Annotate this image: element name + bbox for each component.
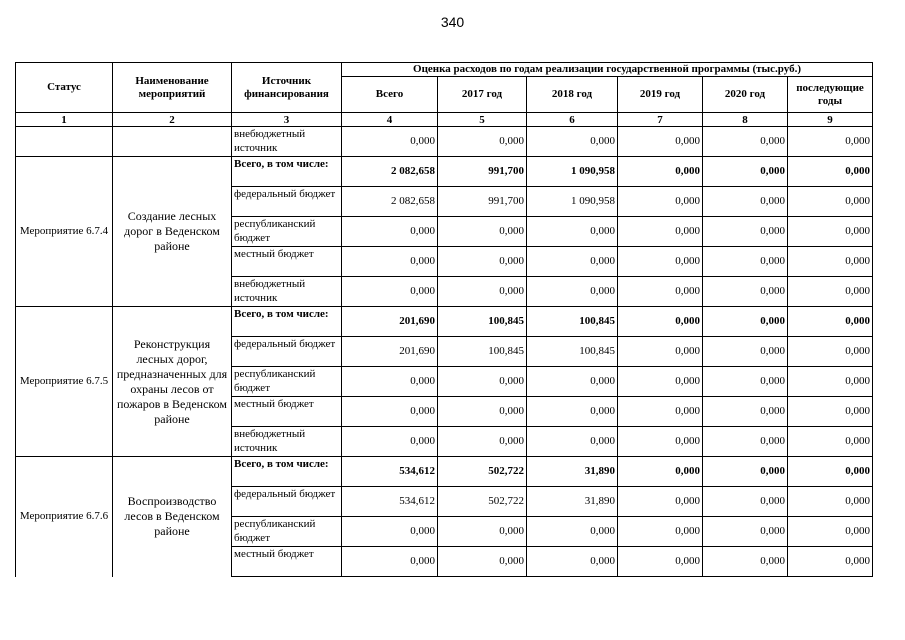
value-cell: 0,000 (438, 397, 527, 427)
value-cell: 0,000 (438, 547, 527, 577)
budget-table (15, 62, 873, 577)
value-cell: 0,000 (788, 247, 873, 277)
source-total-cell: Всего, в том числе: (232, 157, 342, 187)
value-cell: 0,000 (618, 337, 703, 367)
value-cell: 0,000 (342, 427, 438, 457)
header-estimate: Оценка расходов по годам реализации государственной программы (тыс.руб.) (342, 63, 873, 77)
value-cell: 0,000 (788, 427, 873, 457)
header-2019: 2019 год (618, 77, 703, 113)
value-cell: 0,000 (438, 367, 527, 397)
value-cell: 31,890 (527, 457, 618, 487)
value-cell: 0,000 (788, 367, 873, 397)
source-cell: внебюджетный источник (232, 127, 342, 157)
value-cell: 991,700 (438, 187, 527, 217)
value-cell: 0,000 (618, 127, 703, 157)
value-cell: 0,000 (438, 277, 527, 307)
table-row (16, 457, 873, 487)
value-cell: 100,845 (527, 337, 618, 367)
column-number: 3 (232, 113, 342, 127)
value-cell: 0,000 (342, 547, 438, 577)
value-cell: 0,000 (703, 277, 788, 307)
column-number: 7 (618, 113, 703, 127)
page-number: 340 (440, 14, 465, 30)
header-total: Всего (342, 77, 438, 113)
header-2020: 2020 год (703, 77, 788, 113)
value-cell: 0,000 (703, 217, 788, 247)
source-cell: федеральный бюджет (232, 487, 342, 517)
column-number: 5 (438, 113, 527, 127)
table-row (16, 307, 873, 337)
column-number: 9 (788, 113, 873, 127)
value-cell: 0,000 (703, 487, 788, 517)
value-cell: 1 090,958 (527, 157, 618, 187)
value-cell: 0,000 (342, 367, 438, 397)
measure-name-cell: Реконструкция лесных дорог, предназначенных для охраны лесов от пожаров в Веденском районе (113, 307, 232, 457)
header-status: Статус (16, 63, 113, 113)
value-cell: 0,000 (342, 217, 438, 247)
value-cell: 534,612 (342, 457, 438, 487)
value-cell: 0,000 (438, 217, 527, 247)
value-cell: 0,000 (618, 157, 703, 187)
value-cell: 31,890 (527, 487, 618, 517)
header-2017: 2017 год (438, 77, 527, 113)
value-cell: 0,000 (527, 397, 618, 427)
value-cell: 0,000 (788, 217, 873, 247)
column-number: 8 (703, 113, 788, 127)
value-cell: 0,000 (788, 457, 873, 487)
value-cell: 201,690 (342, 337, 438, 367)
source-cell: федеральный бюджет (232, 187, 342, 217)
measure-name-cell: Воспроизводство лесов в Веденском районе (113, 457, 232, 577)
value-cell: 0,000 (618, 427, 703, 457)
column-number: 1 (16, 113, 113, 127)
source-total-cell: Всего, в том числе: (232, 307, 342, 337)
column-number: 4 (342, 113, 438, 127)
value-cell: 100,845 (527, 307, 618, 337)
value-cell: 0,000 (342, 397, 438, 427)
value-cell: 0,000 (618, 397, 703, 427)
value-cell: 2 082,658 (342, 157, 438, 187)
source-cell: республиканский бюджет (232, 517, 342, 547)
value-cell: 534,612 (342, 487, 438, 517)
value-cell: 0,000 (618, 307, 703, 337)
value-cell: 0,000 (527, 277, 618, 307)
source-cell: внебюджетный источник (232, 277, 342, 307)
header-2018: 2018 год (527, 77, 618, 113)
value-cell: 0,000 (703, 517, 788, 547)
value-cell: 0,000 (788, 127, 873, 157)
value-cell: 0,000 (527, 217, 618, 247)
source-cell: местный бюджет (232, 397, 342, 427)
table-row (16, 157, 873, 187)
value-cell: 0,000 (618, 277, 703, 307)
value-cell: 0,000 (527, 517, 618, 547)
value-cell: 0,000 (618, 457, 703, 487)
value-cell: 0,000 (527, 247, 618, 277)
source-cell: республиканский бюджет (232, 217, 342, 247)
value-cell: 991,700 (438, 157, 527, 187)
value-cell: 502,722 (438, 487, 527, 517)
value-cell: 0,000 (703, 367, 788, 397)
name-cell-empty (113, 127, 232, 157)
value-cell: 0,000 (788, 307, 873, 337)
value-cell: 201,690 (342, 307, 438, 337)
value-cell: 502,722 (438, 457, 527, 487)
value-cell: 0,000 (788, 487, 873, 517)
source-cell: республиканский бюджет (232, 367, 342, 397)
value-cell: 0,000 (788, 277, 873, 307)
source-cell: внебюджетный источник (232, 427, 342, 457)
status-cell: Мероприятие 6.7.6 (16, 457, 113, 577)
status-cell: Мероприятие 6.7.4 (16, 157, 113, 307)
measure-name-cell: Создание лесных дорог в Веденском районе (113, 157, 232, 307)
value-cell: 0,000 (788, 547, 873, 577)
value-cell: 0,000 (788, 517, 873, 547)
value-cell: 0,000 (527, 547, 618, 577)
value-cell: 0,000 (618, 247, 703, 277)
source-cell: местный бюджет (232, 547, 342, 577)
source-total-cell: Всего, в том числе: (232, 457, 342, 487)
header-later-years: последующие годы (788, 77, 873, 113)
value-cell: 0,000 (618, 487, 703, 517)
value-cell: 0,000 (618, 187, 703, 217)
value-cell: 0,000 (703, 187, 788, 217)
table-row (16, 127, 873, 157)
value-cell: 0,000 (618, 367, 703, 397)
value-cell: 0,000 (438, 247, 527, 277)
value-cell: 0,000 (703, 127, 788, 157)
value-cell: 0,000 (618, 517, 703, 547)
value-cell: 0,000 (618, 217, 703, 247)
value-cell: 0,000 (703, 157, 788, 187)
value-cell: 100,845 (438, 337, 527, 367)
value-cell: 0,000 (342, 127, 438, 157)
value-cell: 0,000 (527, 367, 618, 397)
source-cell: федеральный бюджет (232, 337, 342, 367)
header-source: Источник финансирования (232, 63, 342, 113)
value-cell: 0,000 (703, 427, 788, 457)
value-cell: 0,000 (438, 127, 527, 157)
value-cell: 0,000 (788, 187, 873, 217)
header-name: Наименование мероприятий (113, 63, 232, 113)
value-cell: 0,000 (438, 517, 527, 547)
value-cell: 0,000 (703, 547, 788, 577)
value-cell: 0,000 (703, 247, 788, 277)
value-cell: 0,000 (527, 427, 618, 457)
value-cell: 0,000 (342, 247, 438, 277)
value-cell: 0,000 (788, 337, 873, 367)
value-cell: 0,000 (703, 307, 788, 337)
value-cell: 0,000 (788, 397, 873, 427)
value-cell: 0,000 (703, 397, 788, 427)
column-number: 6 (527, 113, 618, 127)
value-cell: 0,000 (342, 517, 438, 547)
value-cell: 2 082,658 (342, 187, 438, 217)
value-cell: 0,000 (438, 427, 527, 457)
value-cell: 0,000 (788, 157, 873, 187)
value-cell: 0,000 (703, 457, 788, 487)
value-cell: 1 090,958 (527, 187, 618, 217)
status-cell: Мероприятие 6.7.5 (16, 307, 113, 457)
column-number: 2 (113, 113, 232, 127)
source-cell: местный бюджет (232, 247, 342, 277)
value-cell: 100,845 (438, 307, 527, 337)
status-cell-empty (16, 127, 113, 157)
value-cell: 0,000 (703, 337, 788, 367)
value-cell: 0,000 (342, 277, 438, 307)
value-cell: 0,000 (527, 127, 618, 157)
value-cell: 0,000 (618, 547, 703, 577)
